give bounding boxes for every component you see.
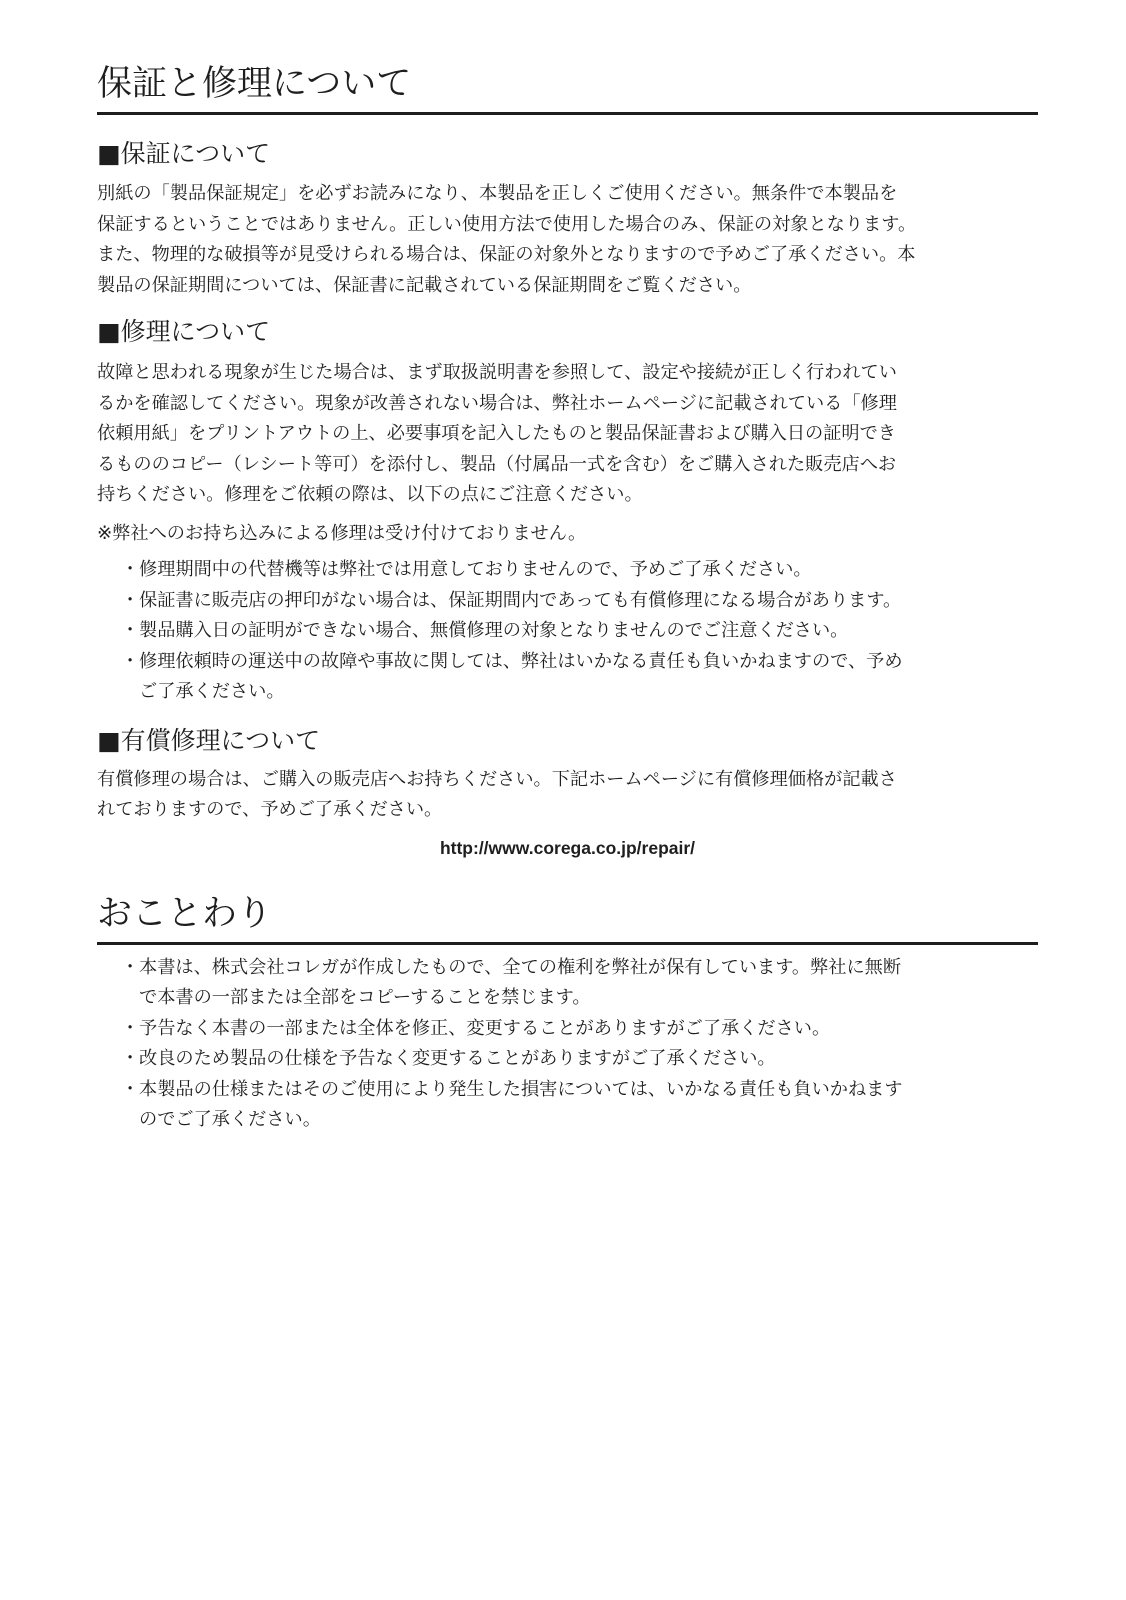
bullet-mark: ・ (121, 620, 140, 641)
bullet-mark: ・ (121, 589, 140, 611)
repair-url-link[interactable]: http://www.corega.co.jp/repair/ (439, 837, 696, 858)
repair-paragraph (97, 358, 1038, 511)
heading-repair: ■修理について (97, 317, 271, 346)
list-item: ・ 修理期間中の代替機等は弊社では用意しておりませんので、予めご了承ください。 (121, 555, 1038, 586)
page-title-warranty-repair: 保証と修理について (97, 60, 1038, 115)
bullet-mark: ・ (121, 559, 140, 580)
warranty-line: 別紙の「製品保証規定」を必ずお読みになり、本製品を正しくご使用ください。無条件で本製品を (97, 183, 898, 204)
repair-line: 故障と思われる現象が生じた場合は、まず取扱説明書を参照して、設定や接続が正しく行われてい (97, 362, 897, 383)
list-item: ・ 本書は、株式会社コレガが作成したもので、全ての権利を弊社が保有しています。弊社に無断 で本書の一部または全部をコピーすることを禁じます。 (121, 953, 1038, 1014)
list-item: ・ 予告なく本書の一部または全体を修正、変更することがありますがご了承ください。 (121, 1014, 1038, 1045)
bullet-mark: ・ (121, 956, 140, 978)
repair-line: 依頼用紙」をプリントアウトの上、必要事項を記入したものと製品保証書および購入日の証明でき (97, 423, 896, 444)
repair-line: るもののコピー（レシート等可）を添付し、製品（付属品一式を含む）をご購入された販売店へお (97, 453, 897, 475)
list-item: ・ 本製品の仕様またはそのご使用により発生した損害については、いかなる責任も負いかねます のでご了承ください。 (121, 1075, 1038, 1136)
list-item: ・ 修理依頼時の運送中の故障や事故に関しては、弊社はいかなる責任も負いかねますので、予め ご了承ください。 (121, 647, 1038, 708)
warranty-line: 製品の保証期間については、保証書に記載されている保証期間をご覧ください。 (97, 274, 752, 296)
repair-line: るかを確認してください。現象が改善されない場合は、弊社ホームページに記載されている「修理 (97, 392, 897, 414)
warranty-paragraph (97, 179, 1038, 301)
repair-line: 持ちください。修理をご依頼の際は、以下の点にご注意ください。 (97, 484, 643, 505)
warranty-line: また、物理的な破損等が見受けられる場合は、保証の対象外となりますので予めご了承ください。本 (97, 244, 916, 265)
paid-repair-line: れておりますので、予めご了承ください。 (97, 799, 443, 820)
paid-repair-line: 有償修理の場合は、ご購入の販売店へお持ちください。下記ホームページに有償修理価格が記載さ (97, 768, 897, 790)
repair-notes-list (97, 555, 1038, 708)
heading-warranty: ■保証について (97, 139, 271, 168)
warranty-line: 保証するということではありません。正しい使用方法で使用した場合のみ、保証の対象となります。 (97, 213, 917, 235)
bullet-mark: ・ (121, 1017, 140, 1039)
disclaimer-list (97, 953, 1038, 1136)
heading-paid-repair: ■有償修理について (97, 725, 321, 755)
paid-repair-paragraph (97, 765, 1038, 826)
bullet-mark: ・ (121, 650, 140, 672)
bullet-mark: ・ (121, 1048, 140, 1069)
list-item: ・ 改良のため製品の仕様を予告なく変更することがありますがご了承ください。 (121, 1044, 1038, 1075)
list-item: ・ 保証書に販売店の押印がない場合は、保証期間内であっても有償修理になる場合があります。 (121, 586, 1038, 617)
bullet-mark: ・ (121, 1078, 140, 1100)
list-item: ・ 製品購入日の証明ができない場合、無償修理の対象となりませんのでご注意ください。 (121, 616, 1038, 647)
page-title-disclaimer: おことわり (97, 890, 1038, 945)
repair-note: ※弊社へのお持ち込みによる修理は受け付けておりません。 (97, 522, 587, 544)
page (97, 60, 1038, 1136)
